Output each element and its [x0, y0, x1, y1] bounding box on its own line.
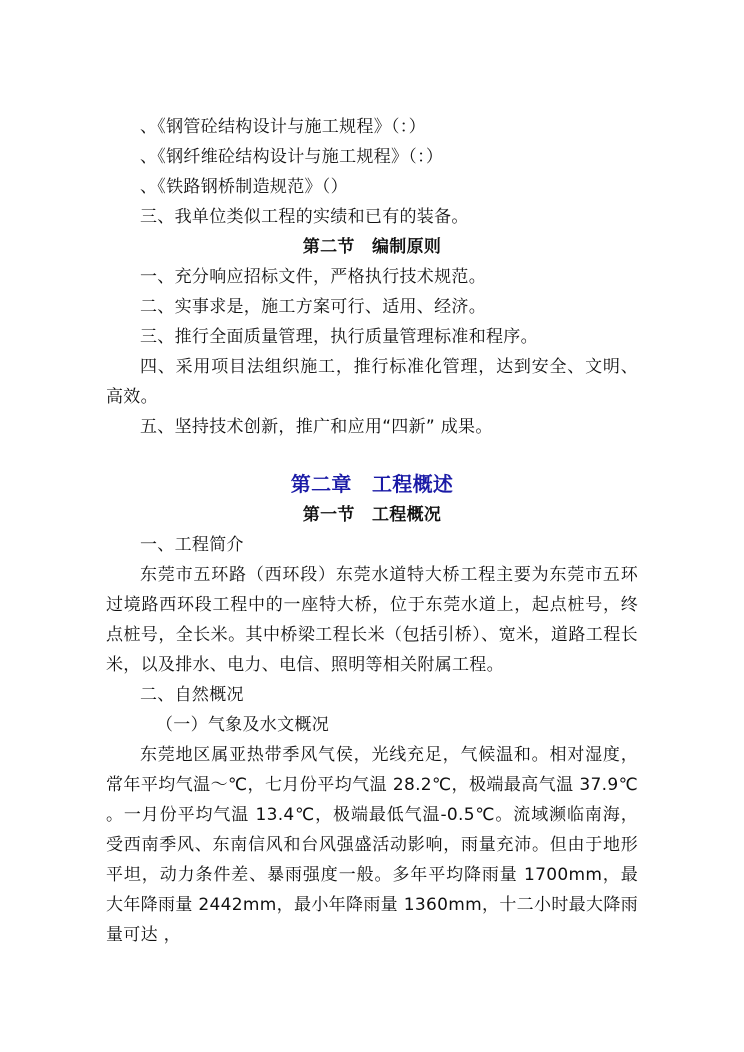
paragraph-principle-4: 四、采用项目法组织施工，推行标准化管理，达到安全、文明、高效。	[106, 357, 638, 407]
paragraph-project-intro-heading: 一、工程简介	[140, 535, 244, 555]
paragraph-principle-1: 一、充分响应招标文件，严格执行技术规范。	[140, 267, 486, 287]
paragraph-project-intro: 东莞市五环路（西环段）东莞水道特大桥工程主要为东莞市五环过境路西环段工程中的一座特大桥，位于东莞水道上，起点桩号，终点桩号，全长米。其中桥梁工程长米（包括引桥）、宽米，道路工程长米，以及排水、电力、电信、照明等相关附属工程。	[106, 565, 638, 675]
paragraph-experience: 三、我单位类似工程的实绩和已有的装备。	[140, 207, 469, 227]
text-block-upper	[106, 112, 638, 442]
paragraph-steel-tube-code: 、《钢管砼结构设计与施工规程》（：）	[140, 117, 426, 137]
paragraph-principle-2: 二、实事求是，施工方案可行、适用、经济。	[140, 297, 486, 317]
paragraph-climate-heading: （一）气象及水文概况	[156, 715, 329, 735]
section-title-principles: 第二节 编制原则	[302, 237, 442, 257]
paragraph-climate-description: 东莞地区属亚热带季风气侯，光线充足，气候温和。相对湿度，常年平均气温～℃，七月份平均气温 28.2℃，极端最高气温 37.9℃ 。一月份平均气温 13.4℃，极端最低气温-0.5℃。流域濒临南海，受西南季风、东南信风和台风强盛活动影响，雨量充沛。但由于地形平坦，动力条件差、暴雨强度一般。多年平均降雨量 1700mm，最大年降雨量 2442mm，最小年降雨量 1360mm，十二小时最大降雨量可达 ，	[106, 745, 638, 945]
paragraph-principle-3: 三、推行全面质量管理，执行质量管理标准和程序。	[140, 327, 538, 347]
paragraph-principle-5: 五、坚持技术创新，推广和应用“四新” 成果。	[140, 417, 493, 437]
paragraph-steel-fiber-code: 、《钢纤维砼结构设计与施工规程》（：）	[140, 147, 444, 167]
section-title-overview: 第一节 工程概况	[302, 505, 442, 525]
chapter-title: 第二章 工程概述	[290, 472, 454, 496]
paragraph-natural-heading: 二、自然概况	[140, 685, 244, 705]
text-block-lower	[106, 468, 638, 950]
paragraph-railway-bridge-code: 、《铁路钢桥制造规范》（）	[140, 177, 348, 197]
